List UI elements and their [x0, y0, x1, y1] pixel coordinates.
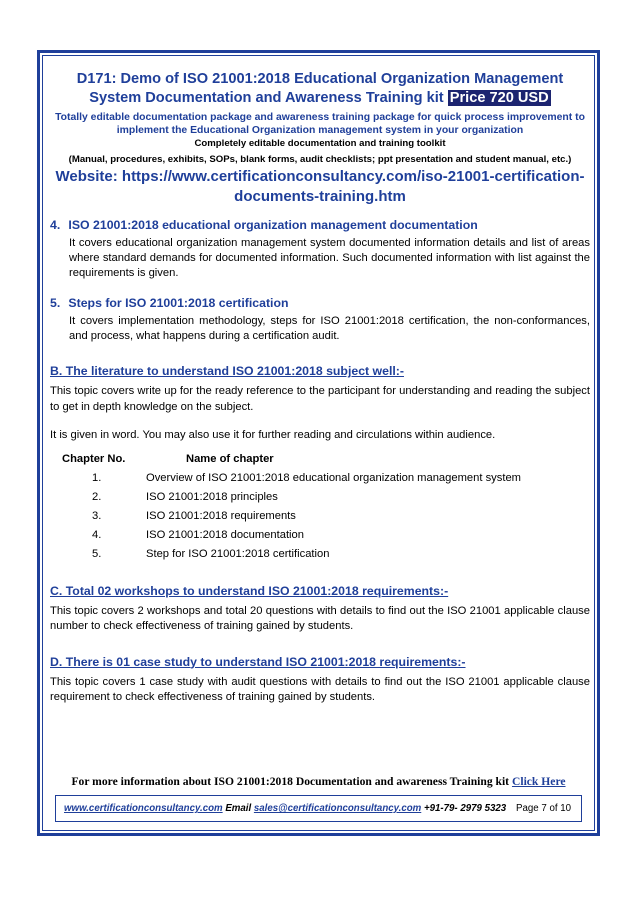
contents-line: (Manual, procedures, exhibits, SOPs, blank forms, audit checklists; ppt presentation and student manual, etc.): [68, 154, 572, 165]
footer-site-link[interactable]: www.certificationconsultancy.com: [64, 803, 223, 814]
page-number: Page 7 of 10: [516, 803, 571, 814]
table-row: [50, 545, 590, 564]
part-c: [50, 583, 590, 635]
chapter-table-header: [50, 450, 590, 469]
title-line-1: D171: Demo of ISO 21001:2018 Educational Organization Management: [76, 71, 564, 87]
chapter-no: 5.: [92, 547, 102, 560]
page-content: [50, 70, 590, 706]
chapter-name: ISO 21001:2018 principles: [146, 490, 278, 503]
more-info-line: [55, 775, 582, 788]
chapter-name: Overview of ISO 21001:2018 educational organization management system: [146, 471, 521, 484]
chapter-no: 4.: [92, 528, 102, 541]
section-title: Steps for ISO 21001:2018 certification: [68, 296, 289, 310]
title-line-2-text: System Documentation and Awareness Training kit: [89, 90, 444, 106]
chapter-no: 2.: [92, 490, 102, 503]
chapter-name: Step for ISO 21001:2018 certification: [146, 547, 330, 560]
title-line-2: [50, 89, 590, 108]
column-header-chapter-no: Chapter No.: [62, 452, 126, 465]
chapter-no: 1.: [92, 471, 102, 484]
column-header-chapter-name: Name of chapter: [186, 452, 274, 465]
section-title: ISO 21001:2018 educational organization management documentation: [68, 218, 478, 232]
table-row: [50, 526, 590, 545]
footer-email-label: Email: [225, 803, 252, 814]
section-5: [50, 295, 590, 344]
section-text: It covers educational organization management system documented information details and list of areas where standard demands for documented information. Such documented information with list against the requirements is given.: [69, 237, 590, 279]
click-here-link[interactable]: Click Here: [511, 775, 566, 788]
price-badge: Price 720 USD: [449, 90, 549, 106]
part-b-text-2: It is given in word. You may also use it for further reading and circulations within audience.: [50, 429, 496, 441]
chapter-no: 3.: [92, 509, 102, 522]
document-title: [50, 70, 590, 108]
page-footer: [55, 795, 582, 822]
part-b-heading: B. The literature to understand ISO 21001:2018 subject well:-: [50, 364, 404, 378]
part-c-heading: C. Total 02 workshops to understand ISO 21001:2018 requirements:-: [50, 583, 449, 598]
part-c-text: This topic covers 2 workshops and total 20 questions with details to find out the ISO 21001 applicable clause number to check effectiveness of training gained by students.: [50, 604, 590, 632]
website-link[interactable]: Website: https://www.certificationconsultancy.com/iso-21001-certification-documents-training.htm: [55, 168, 585, 205]
more-info-text: For more information about ISO 21001:2018 Documentation and awareness Training kit: [71, 775, 510, 788]
subtitle: Totally editable documentation package and awareness training package for quick process improvement to implement the Educational Organization management system in your organization: [55, 112, 585, 136]
part-d: [50, 654, 590, 706]
section-heading: [50, 295, 590, 311]
section-4: [50, 217, 590, 281]
section-number: 4.: [50, 218, 61, 232]
chapter-table: [50, 450, 590, 564]
part-d-heading: D. There is 01 case study to understand ISO 21001:2018 requirements:-: [50, 654, 466, 669]
section-number: 5.: [50, 296, 61, 310]
section-heading: [50, 217, 590, 233]
part-d-text: This topic covers 1 case study with audit questions with details to find out the ISO 21001 applicable clause requirement to check effectiveness of training gained by students.: [50, 675, 590, 703]
table-row: [50, 488, 590, 507]
chapter-name: ISO 21001:2018 documentation: [146, 528, 304, 541]
footer-phone: +91-79- 2979 5323: [423, 803, 507, 814]
chapter-name: ISO 21001:2018 requirements: [146, 509, 296, 522]
part-b-text: This topic covers write up for the ready reference to the participant for understanding and reading the subject to get in depth knowledge on the subject.: [50, 385, 590, 413]
table-row: [50, 469, 590, 488]
part-b: [50, 363, 590, 564]
table-row: [50, 507, 590, 526]
toolkit-line: Completely editable documentation and training toolkit: [194, 138, 446, 149]
section-text: It covers implementation methodology, steps for ISO 21001:2018 certification, the non-conformances, and process, what happens during a certification audit.: [69, 315, 590, 342]
footer-email-link[interactable]: sales@certificationconsultancy.com: [253, 803, 422, 814]
